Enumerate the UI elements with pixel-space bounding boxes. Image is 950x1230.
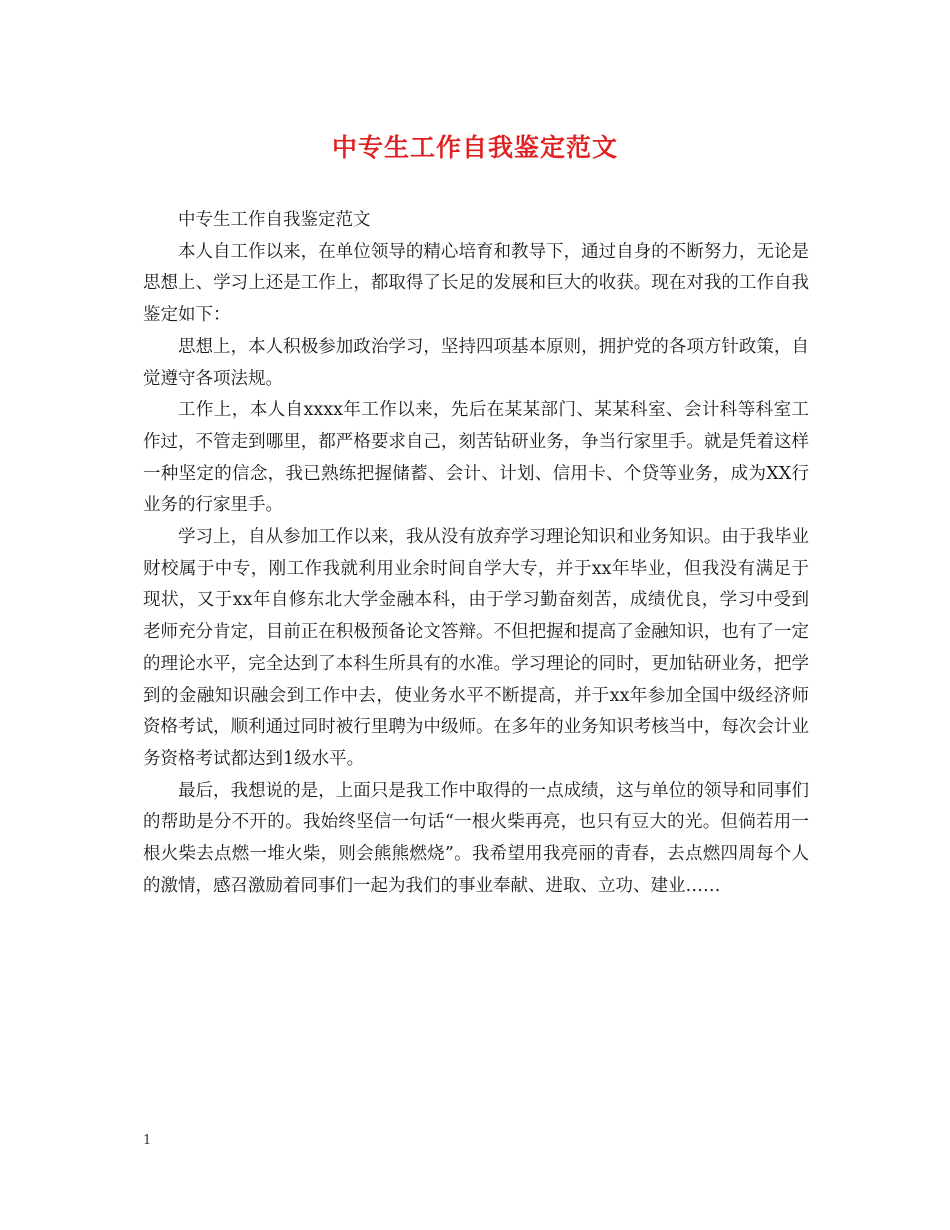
paragraph-thought: 思想上，本人积极参加政治学习，坚持四项基本原则，拥护党的各项方针政策，自觉遵守各项法规。	[143, 336, 809, 389]
document-title: 中专生工作自我鉴定范文	[331, 133, 618, 162]
document-body	[143, 205, 809, 902]
paragraph-study: 学习上，自从参加工作以来，我从没有放弃学习理论知识和业务知识。由于我毕业财校属于中专，刚工作我就利用业余时间自学大专，并于xx年毕业，但我没有满足于现状，又于xx年自修东北大学金融本科，由于学习勤奋刻苦，成绩优良，学习中受到老师充分肯定，目前正在积极预备论文答辩。不但把握和提高了金融知识，也有了一定的理论水平，完全达到了本科生所具有的水准。学习理论的同时，更加钻研业务，把学到的金融知识融会到工作中去，使业务水平不断提高，并于xx年参加全国中级经济师资格考试，顺利通过同时被行里聘为中级师。在多年的业务知识考核当中，每次会计业务资格考试都达到1级水平。	[143, 527, 809, 769]
page-number: 1	[143, 1133, 152, 1148]
paragraph-conclusion: 最后，我想说的是，上面只是我工作中取得的一点成绩，这与单位的领导和同事们的帮助是分不开的。我始终坚信一句话“一根火柴再亮，也只有豆大的光。但倘若用一根火柴去点燃一堆火柴，则会熊熊燃烧”。我希望用我亮丽的青春，去点燃四周每个人的激情，感召激励着同事们一起为我们的事业奉献、进取、立功、建业……	[143, 780, 809, 896]
paragraph-heading: 中专生工作自我鉴定范文	[178, 210, 371, 230]
paragraph-intro: 本人自工作以来，在单位领导的精心培育和教导下，通过自身的不断努力，无论是思想上、学习上还是工作上，都取得了长足的发展和巨大的收获。现在对我的工作自我鉴定如下：	[143, 241, 809, 326]
paragraph-work: 工作上，本人自xxxx年工作以来，先后在某某部门、某某科室、会计科等科室工作过，不管走到哪里，都严格要求自己，刻苦钻研业务，争当行家里手。就是凭着这样一种坚定的信念，我已熟练把握储蓄、会计、计划、信用卡、个贷等业务，成为XX行业务的行家里手。	[143, 400, 809, 516]
